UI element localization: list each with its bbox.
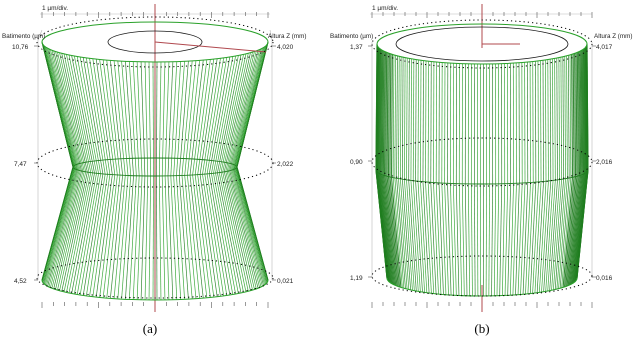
- left-axis-title: Batimento (µm): [330, 33, 374, 40]
- cylinder-mesh: [376, 44, 588, 296]
- right-value-top: 4,020: [277, 44, 294, 51]
- left-value-top: 10,76: [12, 44, 29, 51]
- right-value-middle: 2,016: [596, 159, 613, 166]
- panel-a: [2, 4, 306, 336]
- right-value-top: 4,017: [596, 44, 613, 51]
- left-value-middle: 0,90: [350, 159, 363, 166]
- left-value-middle: 7,47: [14, 161, 27, 168]
- left-value-bottom: 1,19: [350, 275, 363, 282]
- left-value-bottom: 4,52: [14, 278, 27, 285]
- right-value-middle: 2,022: [277, 161, 294, 168]
- right-value-bottom: 0,021: [277, 278, 294, 285]
- right-axis-title: Altura Z (mm): [594, 33, 633, 40]
- middle-reference-ellipse: [372, 138, 592, 186]
- right-value-bottom: 0,016: [596, 275, 613, 282]
- caption-a: (a): [142, 321, 158, 336]
- scale-label: 1 µm/div.: [42, 5, 69, 12]
- scale-label: 1 µm/div.: [372, 5, 399, 12]
- left-value-top: 1,37: [350, 44, 363, 51]
- scale-ruler-top: [370, 12, 592, 18]
- left-axis-title: Batimento (µm): [2, 33, 46, 40]
- panel-b: [330, 4, 632, 336]
- caption-b: (b): [474, 321, 490, 336]
- right-axis-title: Altura Z (mm): [268, 33, 307, 40]
- radius-marker: [155, 42, 266, 52]
